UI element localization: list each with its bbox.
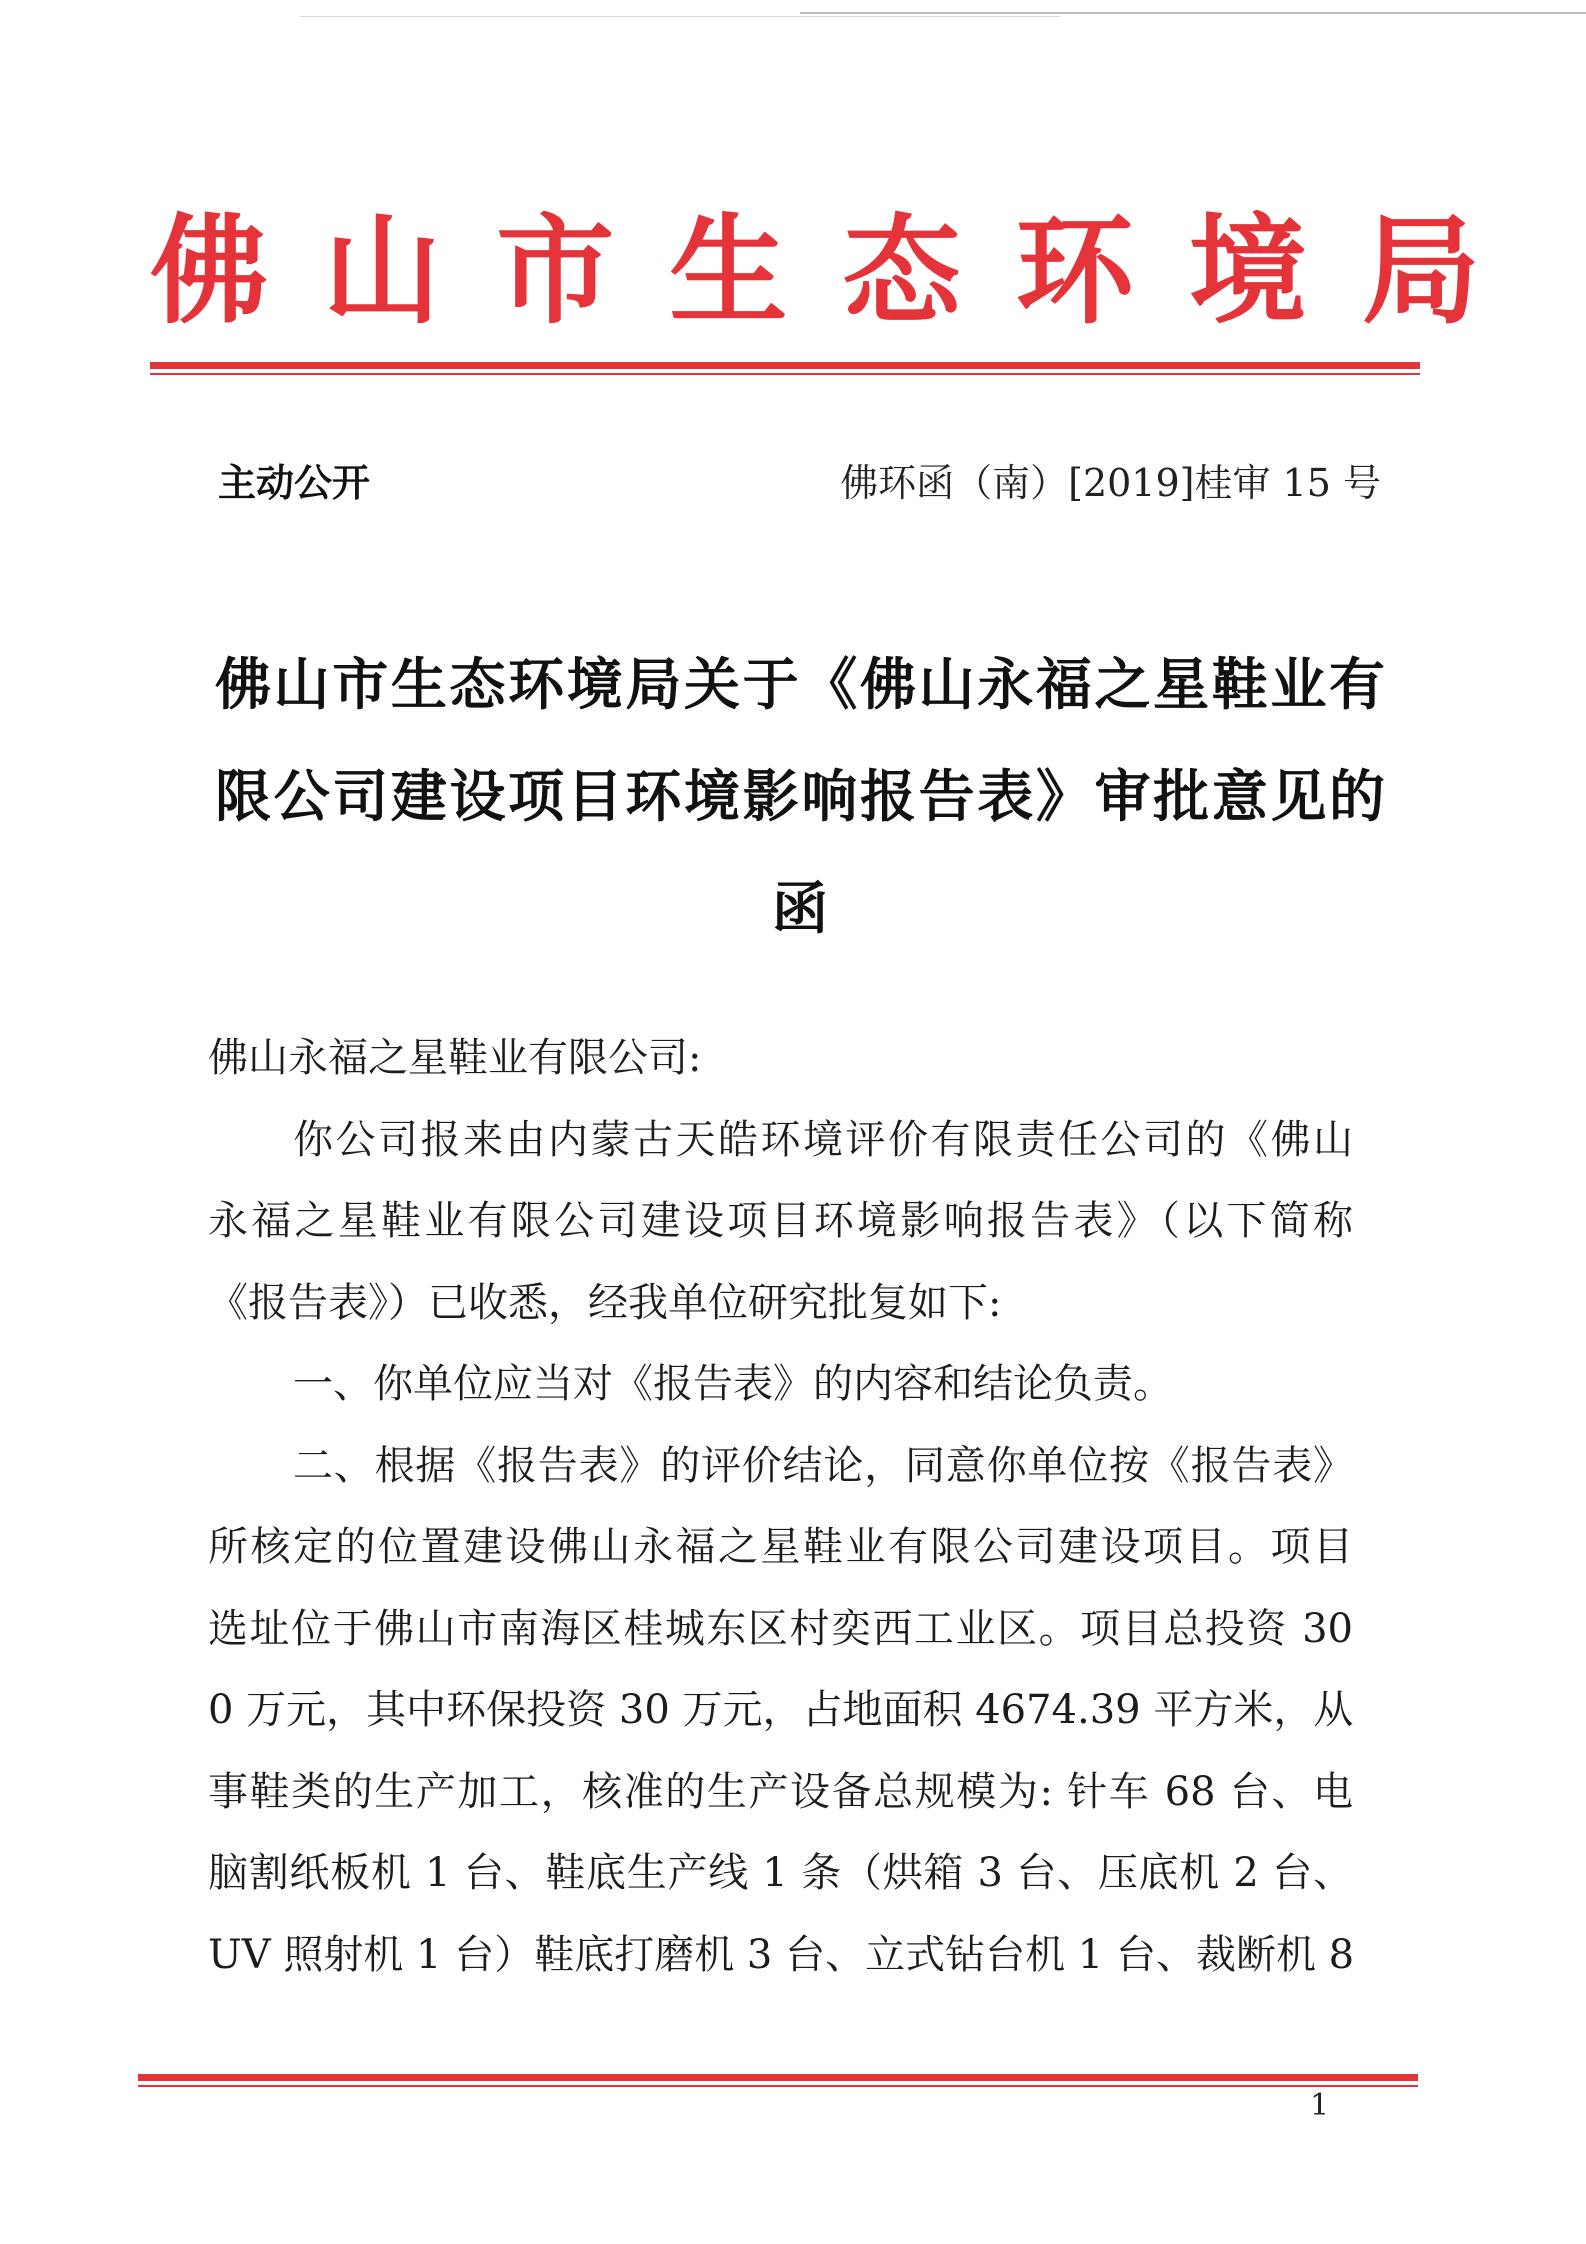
body-line: 脑割纸板机 1 台、鞋底生产线 1 条（烘箱 3 台、压底机 2 台、 bbox=[208, 1850, 1353, 1896]
body-line: 二、根据《报告表》的评价结论，同意你单位按《报告表》 bbox=[293, 1442, 1353, 1489]
letterhead-char: 局 bbox=[1361, 202, 1480, 340]
document-body bbox=[208, 1018, 1353, 1996]
body-line: 一、你单位应当对《报告表》的内容和结论负责。 bbox=[293, 1361, 1173, 1407]
letterhead-divider bbox=[150, 362, 1420, 375]
divider-thin-line bbox=[138, 2085, 1418, 2087]
scan-edge-line bbox=[800, 12, 1586, 14]
letterhead-char: 市 bbox=[496, 202, 615, 340]
letterhead-char: 生 bbox=[669, 202, 788, 340]
disclosure-label: 主动公开 bbox=[218, 461, 371, 505]
salutation: 佛山永福之星鞋业有限公司: bbox=[208, 1035, 702, 1081]
body-line: 《报告表》）已收悉，经我单位研究批复如下: bbox=[208, 1279, 1002, 1326]
title-line: 限公司建设项目环境影响报告表》审批意见的 bbox=[215, 765, 1385, 830]
body-line: 所核定的位置建设佛山永福之星鞋业有限公司建设项目。项目 bbox=[208, 1524, 1353, 1570]
title-line: 佛山市生态环境局关于《佛山永福之星鞋业有 bbox=[215, 653, 1385, 718]
divider-thick-line bbox=[150, 362, 1420, 369]
document-title bbox=[215, 630, 1385, 966]
letterhead-char: 环 bbox=[1015, 202, 1134, 340]
letterhead-title bbox=[150, 176, 1480, 366]
body-line: 0 万元，其中环保投资 30 万元，占地面积 4674.39 平方米，从 bbox=[208, 1687, 1354, 1733]
scan-edge-line bbox=[300, 16, 1060, 17]
body-line: 永福之星鞋业有限公司建设项目环境影响报告表》（以下简称 bbox=[208, 1198, 1353, 1244]
divider-thin-line bbox=[150, 373, 1420, 375]
body-line: 你公司报来由内蒙古天皓环境评价有限责任公司的《佛山 bbox=[293, 1116, 1353, 1163]
body-line: UV 照射机 1 台）鞋底打磨机 3 台、立式钻台机 1 台、裁断机 8 bbox=[208, 1931, 1355, 1978]
letterhead-char: 境 bbox=[1188, 202, 1307, 340]
page-number: 1 bbox=[1310, 2088, 1330, 2123]
title-line: 函 bbox=[772, 877, 828, 942]
footer-divider bbox=[138, 2074, 1418, 2087]
letterhead-char: 山 bbox=[323, 202, 442, 340]
body-line: 事鞋类的生产加工，核准的生产设备总规模为: 针车 68 台、电 bbox=[208, 1768, 1353, 1815]
document-number: 佛环函（南）[2019]桂审 15 号 bbox=[840, 461, 1381, 505]
divider-thick-line bbox=[138, 2074, 1418, 2081]
body-line: 选址位于佛山市南海区桂城东区村奕西工业区。项目总投资 30 bbox=[208, 1605, 1353, 1652]
letterhead-char: 佛 bbox=[150, 202, 269, 340]
letterhead-char: 态 bbox=[842, 202, 961, 340]
